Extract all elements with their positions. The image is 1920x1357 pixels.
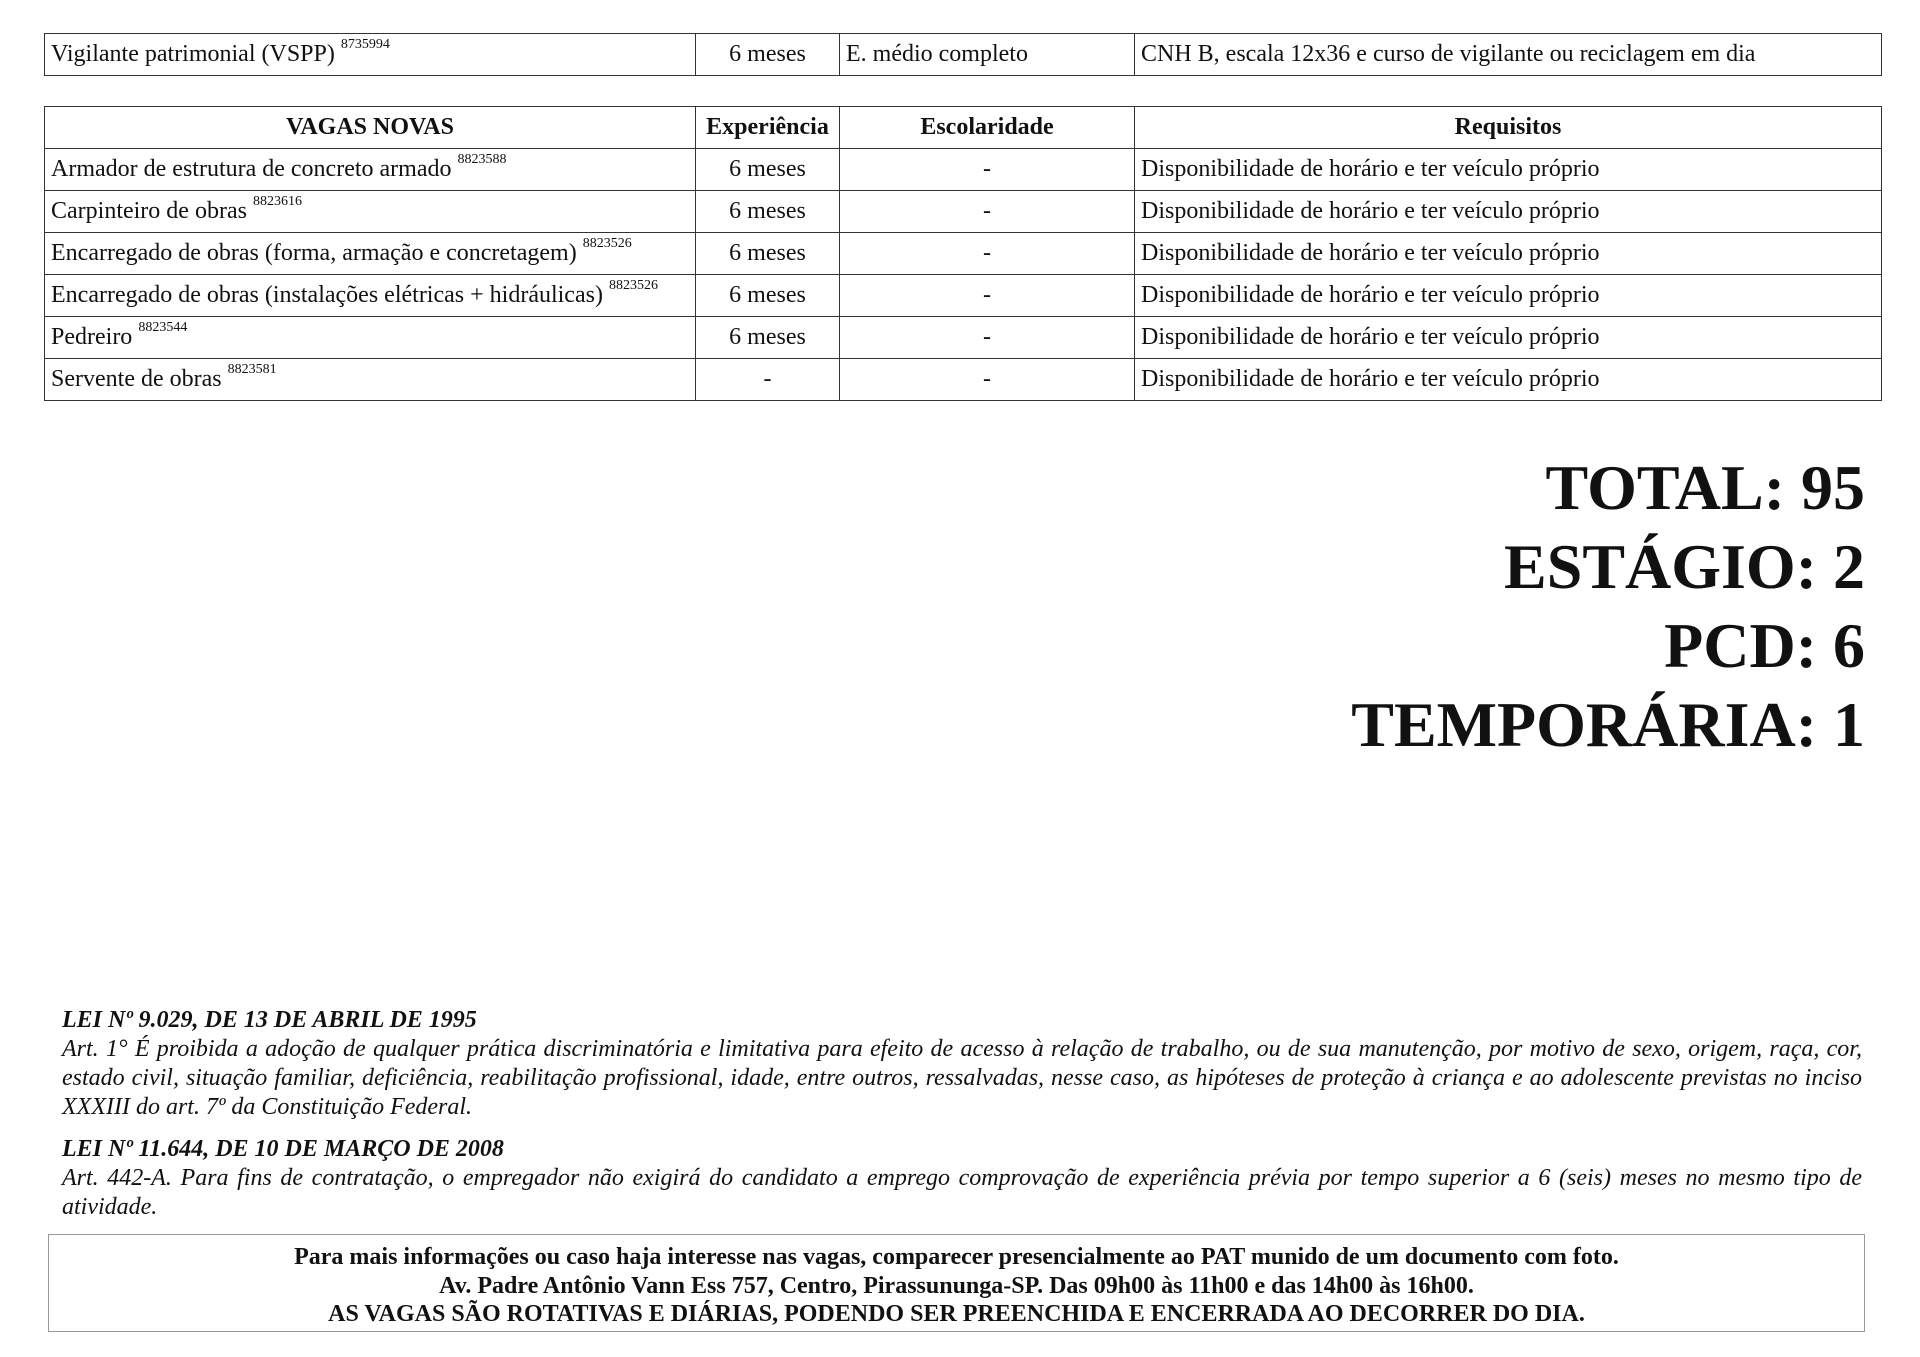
requirements-cell: Disponibilidade de horário e ter veículo próprio bbox=[1135, 275, 1882, 317]
law-9029 bbox=[62, 1006, 1862, 1122]
new-jobs-table bbox=[44, 106, 1882, 401]
header-experiencia: Experiência bbox=[696, 107, 840, 149]
job-title: Pedreiro bbox=[51, 324, 133, 350]
requirements-cell: Disponibilidade de horário e ter veículo próprio bbox=[1135, 359, 1882, 401]
experience-cell: 6 meses bbox=[696, 191, 840, 233]
education-cell: - bbox=[840, 275, 1135, 317]
job-title-cell bbox=[45, 317, 696, 359]
requirements-cell: CNH B, escala 12x36 e curso de vigilante ou reciclagem em dia bbox=[1135, 34, 1882, 76]
job-title-cell bbox=[45, 149, 696, 191]
table-row bbox=[45, 317, 1882, 359]
job-title-cell bbox=[45, 275, 696, 317]
total-count: TOTAL: 95 bbox=[1545, 452, 1865, 523]
experience-cell: - bbox=[696, 359, 840, 401]
totals-summary bbox=[1351, 448, 1865, 764]
job-title-cell bbox=[45, 191, 696, 233]
header-escolaridade: Escolaridade bbox=[840, 107, 1135, 149]
table-row bbox=[45, 34, 1882, 76]
job-title: Encarregado de obras (forma, armação e concretagem) bbox=[51, 240, 577, 266]
education-cell: E. médio completo bbox=[840, 34, 1135, 76]
job-title: Servente de obras bbox=[51, 366, 222, 392]
pcd-count: PCD: 6 bbox=[1664, 610, 1865, 681]
info-address: Av. Padre Antônio Vann Ess 757, Centro, Pirassununga-SP. Das 09h00 às 11h00 e das 14h00 às 16h00. bbox=[439, 1272, 1474, 1299]
education-cell: - bbox=[840, 359, 1135, 401]
table-row bbox=[45, 149, 1882, 191]
requirements-cell: Disponibilidade de horário e ter veículo próprio bbox=[1135, 233, 1882, 275]
table-row bbox=[45, 191, 1882, 233]
header-vagas-novas: VAGAS NOVAS bbox=[45, 107, 696, 149]
job-code: 8823581 bbox=[227, 362, 277, 377]
job-title-cell bbox=[45, 233, 696, 275]
job-title: Carpinteiro de obras bbox=[51, 198, 247, 224]
experience-cell: 6 meses bbox=[696, 317, 840, 359]
job-code: 8735994 bbox=[340, 37, 390, 52]
job-code: 8823526 bbox=[582, 236, 632, 251]
requirements-cell: Disponibilidade de horário e ter veículo próprio bbox=[1135, 149, 1882, 191]
law-title: LEI Nº 11.644, DE 10 DE MARÇO DE 2008 bbox=[62, 1136, 504, 1162]
job-title: Armador de estrutura de concreto armado bbox=[51, 156, 452, 182]
job-title: Encarregado de obras (instalações elétricas + hidráulicas) bbox=[51, 282, 603, 308]
law-11644 bbox=[62, 1135, 1862, 1222]
experience-cell: 6 meses bbox=[696, 275, 840, 317]
estagio-count: ESTÁGIO: 2 bbox=[1504, 531, 1865, 602]
education-cell: - bbox=[840, 233, 1135, 275]
header-requisitos: Requisitos bbox=[1135, 107, 1882, 149]
contact-info-box bbox=[48, 1234, 1865, 1332]
table-header-row bbox=[45, 107, 1882, 149]
education-cell: - bbox=[840, 149, 1135, 191]
education-cell: - bbox=[840, 317, 1135, 359]
requirements-cell: Disponibilidade de horário e ter veículo próprio bbox=[1135, 317, 1882, 359]
info-notice: AS VAGAS SÃO ROTATIVAS E DIÁRIAS, PODENDO SER PREENCHIDA E ENCERRADA AO DECORRER DO DIA. bbox=[328, 1301, 1585, 1327]
law-text: Art. 1° É proibida a adoção de qualquer prática discriminatória e limitativa para efeito de acesso à relação de trabalho, ou de sua manutenção, por motivo de sexo, origem, raça, cor, estado civil, situação familiar, deficiência, reabilitação profissional, idade, entre outros, ressalvadas, nesse caso, as hipóteses de proteção à criança e ao adolescente previstas no inciso XXXIII do art. 7º da Constituição Federal. bbox=[62, 1036, 1862, 1120]
table-row bbox=[45, 233, 1882, 275]
job-code: 8823616 bbox=[252, 194, 302, 209]
job-title-cell bbox=[45, 34, 696, 76]
previous-jobs-table bbox=[44, 33, 1882, 76]
info-line-1: Para mais informações ou caso haja interesse nas vagas, comparecer presencialmente ao PAT munido de um documento com foto. bbox=[294, 1244, 1619, 1270]
requirements-cell: Disponibilidade de horário e ter veículo próprio bbox=[1135, 191, 1882, 233]
job-code: 8823526 bbox=[608, 278, 658, 293]
table-row bbox=[45, 275, 1882, 317]
job-code: 8823588 bbox=[457, 152, 507, 167]
temporaria-count: TEMPORÁRIA: 1 bbox=[1351, 689, 1865, 760]
education-cell: - bbox=[840, 191, 1135, 233]
experience-cell: 6 meses bbox=[696, 34, 840, 76]
experience-cell: 6 meses bbox=[696, 149, 840, 191]
law-title: LEI Nº 9.029, DE 13 DE ABRIL DE 1995 bbox=[62, 1007, 477, 1033]
job-code: 8823544 bbox=[138, 320, 188, 335]
job-title: Vigilante patrimonial (VSPP) bbox=[51, 41, 335, 67]
experience-cell: 6 meses bbox=[696, 233, 840, 275]
table-row bbox=[45, 359, 1882, 401]
job-title-cell bbox=[45, 359, 696, 401]
law-text: Art. 442-A. Para fins de contratação, o empregador não exigirá do candidato a emprego comprovação de experiência prévia por tempo superior a 6 (seis) meses no mesmo tipo de atividade. bbox=[62, 1165, 1862, 1220]
